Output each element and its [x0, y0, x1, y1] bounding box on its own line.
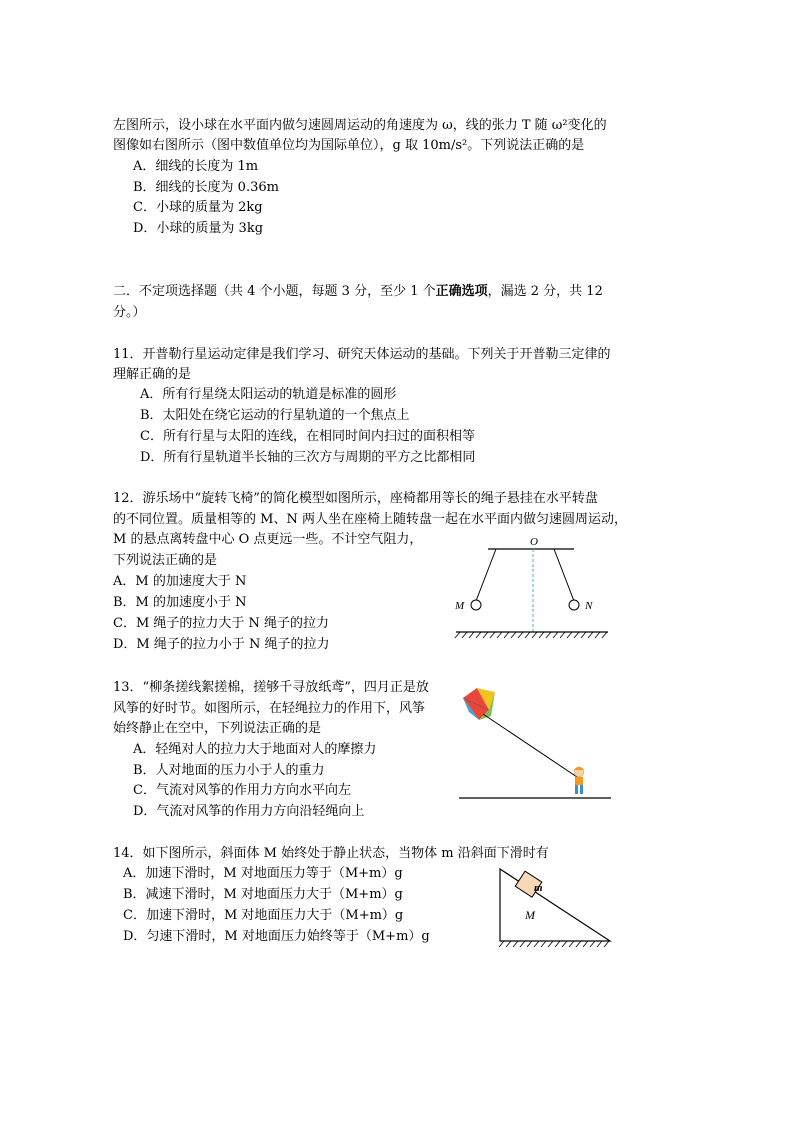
q12-line-1: 12．游乐场中“旋转飞椅”的简化模型如图所示，座椅都用等长的绳子悬挂在水平转盘: [113, 491, 598, 506]
incline-figure: [490, 863, 620, 953]
q10-line-2: 图像如右图所示（图中数值单位均为国际单位），g 取 10m/s²。下列说法正确的是: [113, 138, 585, 153]
q13-line-1: 13．“柳条搓线絮搓棉，搓够千寻放纸鸢”，四月正是放: [113, 680, 429, 695]
section-2-text-a: 二．不定项选择题（共 4 个小题，每题 3 分，至少 1 个: [113, 284, 436, 299]
q12-line-2: 的不同位置。质量相等的 M、N 两人坐在座椅上随转盘一起在水平面内做匀速圆周运动，: [113, 512, 627, 527]
q10-option-c: C．小球的质量为 2kg: [133, 200, 263, 215]
ground-hatching: [455, 632, 607, 638]
label-n: N: [585, 600, 593, 612]
q13-option-b: B．人对地面的压力小于人的重力: [133, 763, 325, 778]
section-2-line-1: [113, 283, 603, 301]
q14-line-1: 14．如下图所示，斜面体 M 始终处于静止状态，当物体 m 沿斜面下滑时有: [113, 846, 549, 861]
q12-line-3: M 的悬点离转盘中心 O 点更远一些。不计空气阻力，: [113, 532, 423, 547]
q10-option-a: A．细线的长度为 1m: [133, 159, 259, 174]
q11-line-1: 11．开普勒行星运动定律是我们学习、研究天体运动的基础。下列关于开普勒三定律的: [113, 347, 611, 362]
block-label-m: m: [534, 882, 543, 894]
incline-ground-hatching: [499, 941, 609, 947]
q12-option-a: A．M 的加速度大于 N: [113, 574, 247, 589]
section-2-line-2: 分。）: [113, 305, 146, 320]
q13-line-2: 风筝的好时节。如图所示，在轻绳拉力的作用下，风筝: [113, 701, 426, 716]
section-2-text-c: ，漏选 2 分，共 12: [487, 284, 603, 299]
wedge-label-m: M: [525, 908, 535, 922]
incline-wedge: [500, 869, 610, 941]
rope-m: [476, 549, 496, 601]
q13-option-c: C．气流对风筝的作用力方向水平向左: [133, 783, 351, 798]
q13-option-d: D．气流对风筝的作用力方向沿轻绳向上: [133, 804, 365, 819]
q12-option-b: B．M 的加速度小于 N: [113, 595, 247, 610]
seat-m: [471, 600, 481, 610]
rotating-chair-figure: [450, 535, 615, 645]
q14-option-d: D．匀速下滑时，M 对地面压力始终等于（M+m）g: [123, 929, 430, 944]
q14-option-a: A．加速下滑时，M 对地面压力等于（M+m）g: [123, 866, 403, 881]
q10-line-1: 左图所示，设小球在水平面内做匀速圆周运动的角速度为 ω，线的张力 T 随 ω²变化的: [113, 118, 607, 133]
q12-option-c: C．M 绳子的拉力大于 N 绳子的拉力: [113, 616, 330, 631]
label-m: M: [455, 600, 465, 612]
q11-option-b: B．太阳处在绕它运动的行星轨道的一个焦点上: [140, 408, 410, 423]
kite-figure: [455, 684, 615, 806]
rope-n: [554, 549, 574, 601]
q11-option-c: C．所有行星与太阳的连线，在相同时间内扫过的面积相等: [140, 429, 475, 444]
q11-option-d: D．所有行星轨道半长轴的三次方与周期的平方之比都相同: [140, 450, 476, 465]
q11-line-2: 理解正确的是: [113, 367, 192, 382]
kite-icon: [463, 688, 495, 720]
q13-line-3: 始终静止在空中，下列说法正确的是: [113, 721, 322, 736]
q10-option-d: D．小球的质量为 3kg: [133, 221, 264, 236]
q10-option-b: B．细线的长度为 0.36m: [133, 180, 279, 195]
seat-n: [569, 600, 579, 610]
q14-option-c: C．加速下滑时，M 对地面压力大于（M+m）g: [123, 908, 404, 923]
q14-option-b: B．减速下滑时，M 对地面压力大于（M+m）g: [123, 887, 403, 902]
kite-string: [483, 714, 577, 777]
q12-option-d: D．M 绳子的拉力小于 N 绳子的拉力: [113, 637, 330, 652]
q11-option-a: A．所有行星绕太阳运动的轨道是标准的圆形: [140, 387, 397, 402]
q12-line-4: 下列说法正确的是: [113, 553, 218, 568]
q13-option-a: A．轻绳对人的拉力大于地面对人的摩擦力: [133, 742, 377, 757]
boy-icon: [574, 767, 584, 794]
section-2-bold: 正确选项: [435, 284, 488, 299]
center-label-o: O: [530, 536, 538, 548]
